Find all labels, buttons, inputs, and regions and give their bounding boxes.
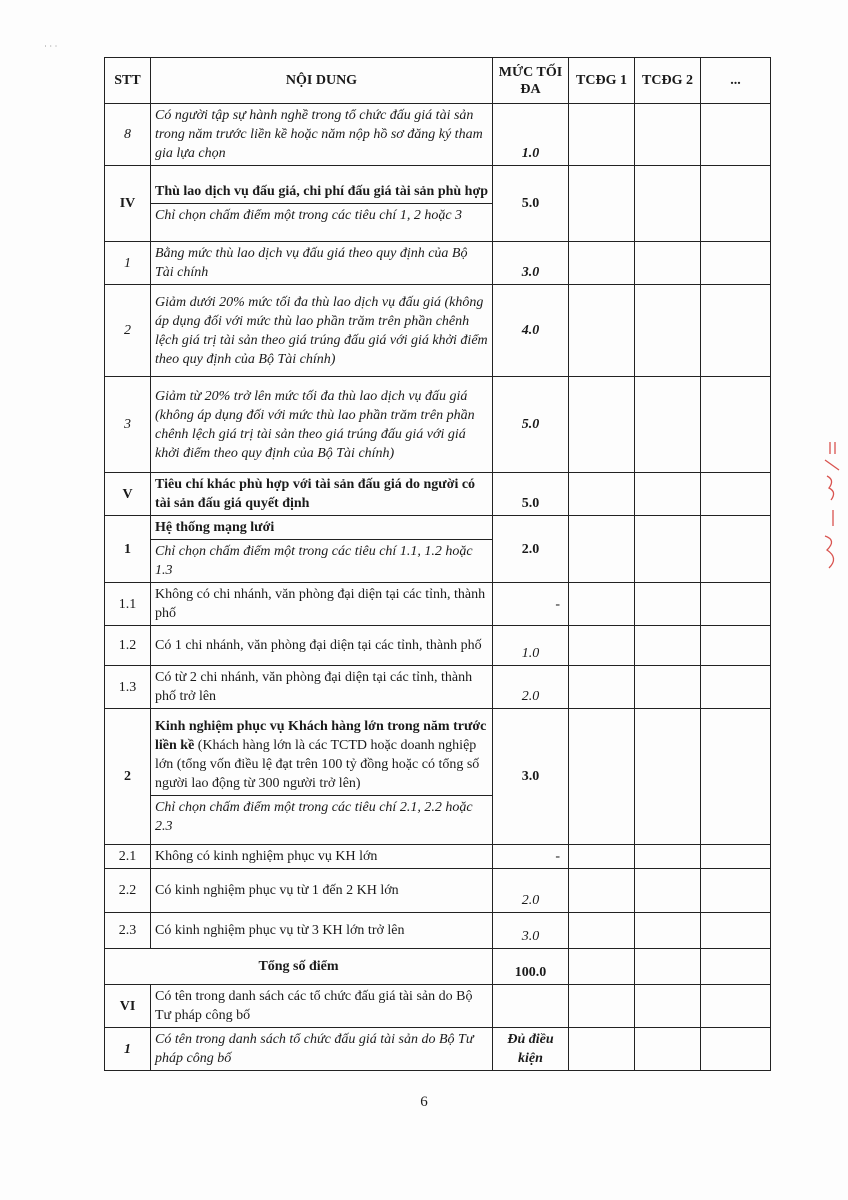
total-row [105,949,771,985]
row-stt: IV [105,166,151,242]
table-row [105,473,771,516]
row-stt: 2 [105,285,151,377]
row-stt: 1.2 [105,626,151,666]
cell-more [701,242,771,285]
cell-more [701,104,771,166]
cell-tcdg1 [569,709,635,845]
row-max: 3.0 [493,242,569,285]
row-content [151,709,493,845]
cell-tcdg1 [569,516,635,583]
section-title: Hệ thống mạng lưới [155,520,275,535]
table-row [105,1028,771,1071]
cell-more [701,1028,771,1071]
row-content: Tiêu chí khác phù hợp với tài sản đấu giá do người có tài sản đấu giá quyết định [151,473,493,516]
cell-tcdg2 [635,1028,701,1071]
row-stt: 2.2 [105,869,151,913]
row-stt: 1 [105,516,151,583]
cell-more [701,985,771,1028]
cell-more [701,377,771,473]
row-content: Bằng mức thù lao dịch vụ đấu giá theo quy định của Bộ Tài chính [151,242,493,285]
cell-tcdg1 [569,285,635,377]
section-note: Chỉ chọn chấm điểm một trong các tiêu chí 1.1, 1.2 hoặc 1.3 [151,539,492,582]
criteria-table [104,57,771,1071]
row-max: 2.0 [493,516,569,583]
cell-tcdg2 [635,583,701,626]
row-stt: VI [105,985,151,1028]
cell-tcdg1 [569,242,635,285]
table-row [105,242,771,285]
row-content: Có kinh nghiệm phục vụ từ 1 đến 2 KH lớn [151,869,493,913]
cell-tcdg1 [569,583,635,626]
section-note: Chỉ chọn chấm điểm một trong các tiêu chí 1, 2 hoặc 3 [151,203,492,227]
section-title-block [151,715,492,795]
cell-tcdg1 [569,869,635,913]
row-max: 3.0 [493,913,569,949]
row-max [493,985,569,1028]
table-row [105,626,771,666]
cell-tcdg2 [635,242,701,285]
table-row [105,845,771,869]
row-stt: 1 [105,1028,151,1071]
cell-tcdg2 [635,949,701,985]
section-title: Thù lao dịch vụ đấu giá, chi phí đấu giá tài sản phù hợp [155,184,489,199]
row-max: - [493,845,569,869]
cell-tcdg1 [569,377,635,473]
cell-tcdg1 [569,949,635,985]
handwritten-margin-note [815,440,845,580]
cell-tcdg2 [635,913,701,949]
row-stt: 1 [105,242,151,285]
row-content [151,516,493,583]
row-stt: 1.1 [105,583,151,626]
table-row [105,583,771,626]
row-stt: 2.3 [105,913,151,949]
cell-tcdg1 [569,166,635,242]
section-title-rest: (Khách hàng lớn là các TCTD hoặc doanh nghiệp lớn (tổng vốn điều lệ đạt trên 100 tỷ đồng hoặc có tổng số người lao động từ 300 người trở lên) [155,738,480,791]
header-more: ... [701,58,771,104]
row-max: 3.0 [493,709,569,845]
row-max: 5.0 [493,473,569,516]
cell-tcdg1 [569,913,635,949]
header-tcdg2: TCĐG 2 [635,58,701,104]
row-content: Có từ 2 chi nhánh, văn phòng đại diện tại các tỉnh, thành phố trở lên [151,666,493,709]
cell-tcdg1 [569,473,635,516]
row-content: Giảm từ 20% trở lên mức tối đa thù lao dịch vụ đấu giá (không áp dụng đối với mức thù lao phần trăm trên phần chênh lệch giá trị tài sản theo giá trúng đấu giá với giá khởi điểm theo quy định của Bộ Tài chính) [151,377,493,473]
cell-tcdg1 [569,626,635,666]
row-content: Không có kinh nghiệm phục vụ KH lớn [151,845,493,869]
total-label: Tổng số điểm [105,949,493,985]
cell-more [701,473,771,516]
row-content: Giảm dưới 20% mức tối đa thù lao dịch vụ đấu giá (không áp dụng đối với mức thù lao phần trăm trên phần chênh lệch giá trị tài sản theo giá trúng đấu giá với giá khởi điểm theo quy định của Bộ Tài chính) [151,285,493,377]
row-stt: 8 [105,104,151,166]
row-max: - [493,583,569,626]
table-row [105,377,771,473]
row-content: Có tên trong danh sách các tổ chức đấu giá tài sản do Bộ Tư pháp công bố [151,985,493,1028]
row-max: 5.0 [493,377,569,473]
cell-tcdg2 [635,666,701,709]
criteria-table-container [104,57,770,1071]
cell-tcdg2 [635,377,701,473]
cell-more [701,949,771,985]
row-max: 4.0 [493,285,569,377]
cell-tcdg2 [635,869,701,913]
cell-more [701,845,771,869]
row-content: Có người tập sự hành nghề trong tổ chức đấu giá tài sản trong năm trước liền kề hoặc năm nộp hồ sơ đăng ký tham gia lựa chọn [151,104,493,166]
row-max: 1.0 [493,104,569,166]
cell-more [701,869,771,913]
header-max: MỨC TỐI ĐA [493,58,569,104]
row-stt: 1.3 [105,666,151,709]
cell-tcdg2 [635,104,701,166]
cell-tcdg1 [569,104,635,166]
table-row [105,913,771,949]
cell-tcdg1 [569,845,635,869]
table-row [105,985,771,1028]
header-stt: STT [105,58,151,104]
cell-tcdg2 [635,845,701,869]
row-stt: 2.1 [105,845,151,869]
row-stt: 3 [105,377,151,473]
row-max: Đủ điều kiện [493,1028,569,1071]
cell-tcdg2 [635,985,701,1028]
row-content: Có kinh nghiệm phục vụ từ 3 KH lớn trở lên [151,913,493,949]
row-max: 5.0 [493,166,569,242]
table-row [105,166,771,242]
cell-tcdg2 [635,166,701,242]
cell-more [701,709,771,845]
cell-tcdg1 [569,666,635,709]
row-stt: V [105,473,151,516]
table-row [105,516,771,583]
header-tcdg1: TCĐG 1 [569,58,635,104]
cell-tcdg1 [569,1028,635,1071]
cell-more [701,285,771,377]
scan-specks: ˙ ˙ ˙ [44,44,58,54]
cell-more [701,913,771,949]
row-content: Có tên trong danh sách tổ chức đấu giá tài sản do Bộ Tư pháp công bố [151,1028,493,1071]
row-max: 1.0 [493,626,569,666]
cell-tcdg1 [569,985,635,1028]
table-row [105,666,771,709]
section-title: Kinh nghiệm phục vụ Khách hàng lớn trong năm trước liền kề [155,719,487,753]
table-row [105,869,771,913]
cell-tcdg2 [635,473,701,516]
table-header-row [105,58,771,104]
cell-more [701,516,771,583]
total-max: 100.0 [493,949,569,985]
cell-tcdg2 [635,285,701,377]
cell-more [701,626,771,666]
page-number: 6 [420,1094,428,1110]
table-row [105,709,771,845]
table-row [105,104,771,166]
section-note: Chỉ chọn chấm điểm một trong các tiêu chí 2.1, 2.2 hoặc 2.3 [151,795,492,838]
row-max: 2.0 [493,666,569,709]
row-content [151,166,493,242]
header-content: NỘI DUNG [151,58,493,104]
cell-more [701,666,771,709]
row-content: Có 1 chi nhánh, văn phòng đại diện tại các tỉnh, thành phố [151,626,493,666]
row-max: 2.0 [493,869,569,913]
cell-tcdg2 [635,709,701,845]
cell-tcdg2 [635,516,701,583]
cell-more [701,583,771,626]
row-content: Không có chi nhánh, văn phòng đại diện tại các tỉnh, thành phố [151,583,493,626]
row-stt: 2 [105,709,151,845]
table-row [105,285,771,377]
cell-tcdg2 [635,626,701,666]
cell-more [701,166,771,242]
